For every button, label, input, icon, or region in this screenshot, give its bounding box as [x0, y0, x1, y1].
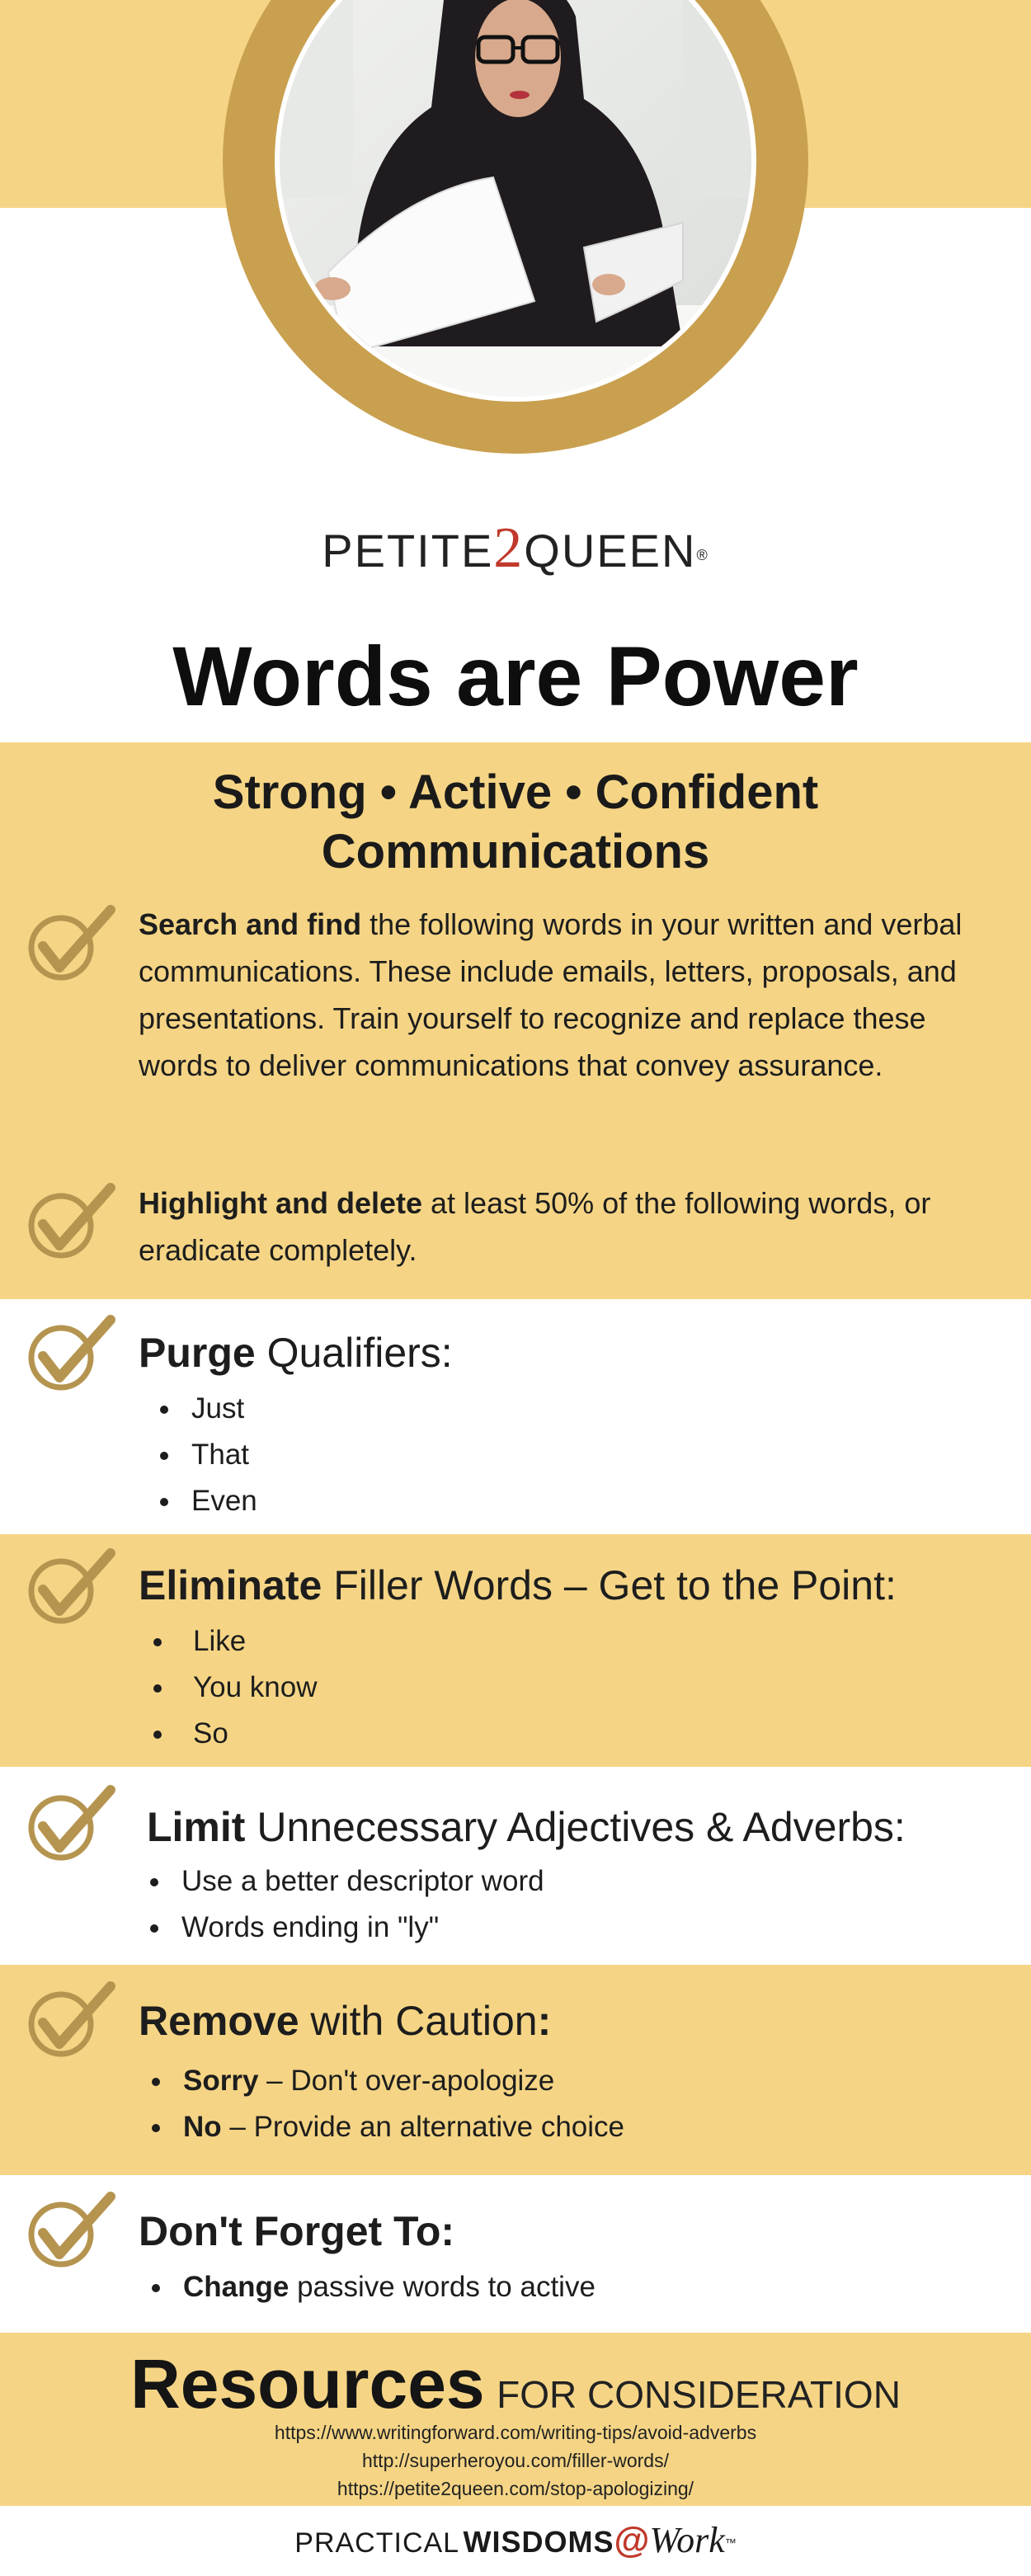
- checkmark-icon: [25, 1547, 117, 1629]
- resource-link[interactable]: http://superheroyou.com/filler-words/: [362, 2450, 669, 2471]
- remove-heading-rest: with Caution: [299, 1998, 538, 2044]
- list-item: Use a better descriptor word: [147, 1858, 544, 1905]
- resource-link[interactable]: https://petite2queen.com/stop-apologizing/: [337, 2478, 694, 2499]
- checkmark-icon: [25, 1181, 117, 1264]
- purge-list: [157, 1386, 257, 1524]
- remove-item-text: – Provide an alternative choice: [221, 2111, 624, 2143]
- intro-search-bold: Search and find: [139, 907, 362, 941]
- limit-heading: [147, 1802, 906, 1852]
- footer-wisdoms: WISDOMS: [463, 2525, 614, 2559]
- purge-heading-bold: Purge: [139, 1330, 256, 1376]
- limit-heading-rest: Unnecessary Adjectives & Adverbs:: [245, 1804, 906, 1850]
- remove-list: [148, 2058, 624, 2150]
- subtitle-line-2: Communications: [321, 825, 710, 878]
- list-item: You know: [150, 1665, 318, 1711]
- forget-item-bold: Change: [183, 2271, 290, 2303]
- intro-search-text: the following words in your written and verbal communications. These include emails, letters, proposals, and presentations. Train yourself to recognize and replace these words to deliver communications that convey assurance.: [139, 907, 963, 1082]
- remove-heading: [139, 1996, 551, 2046]
- checkmark-icon: [25, 1783, 117, 1866]
- list-item: Even: [157, 1478, 257, 1524]
- eliminate-heading-bold: Eliminate: [139, 1562, 322, 1608]
- footer-at: @: [614, 2520, 650, 2560]
- list-item: [148, 2104, 624, 2150]
- subtitle-line-1: Strong • Active • Confident: [212, 765, 819, 819]
- list-item: [148, 2058, 624, 2104]
- page-title: Words are Power: [172, 629, 859, 723]
- checkmark-icon: [25, 903, 117, 986]
- remove-item-bold: Sorry: [183, 2065, 259, 2097]
- checkmark-icon: [25, 2190, 117, 2272]
- purge-heading: [139, 1328, 453, 1377]
- logo-text-right: QUEEN: [524, 525, 697, 577]
- logo-digit: 2: [493, 516, 525, 580]
- remove-item-bold: No: [183, 2111, 222, 2143]
- logo-text-left: PETITE: [322, 525, 494, 577]
- list-item: That: [157, 1432, 257, 1478]
- footer-brand: [0, 2517, 1031, 2572]
- list-item: Like: [150, 1618, 318, 1665]
- intro-paragraph-highlight: [139, 1180, 996, 1274]
- limit-heading-bold: Limit: [147, 1804, 246, 1850]
- brand-logo: [0, 516, 1031, 584]
- limit-list: [147, 1858, 544, 1951]
- footer-work: Work: [649, 2520, 725, 2560]
- resource-link[interactable]: https://www.writingforward.com/writing-tips/avoid-adverbs: [274, 2422, 757, 2443]
- subtitle: [0, 763, 1031, 882]
- remove-item-text: – Don't over-apologize: [258, 2065, 555, 2097]
- list-item: So: [150, 1711, 318, 1757]
- intro-highlight-text: at least 50% of the following words, or eradicate completely.: [139, 1186, 931, 1267]
- forget-heading-bold: Don't Forget To:: [139, 2208, 455, 2254]
- eliminate-heading-rest: Filler Words – Get to the Point:: [322, 1562, 897, 1608]
- list-item: Words ending in "ly": [147, 1905, 544, 1951]
- resources-subtitle: FOR CONSIDERATION: [497, 2373, 901, 2416]
- eliminate-heading: [139, 1561, 897, 1610]
- intro-paragraph-search: [139, 901, 996, 1089]
- purge-heading-rest: Qualifiers:: [255, 1330, 453, 1376]
- footer-practical: PRACTICAL: [294, 2527, 460, 2559]
- remove-heading-bold: Remove: [139, 1998, 299, 2044]
- list-item: [148, 2264, 596, 2310]
- list-item: Just: [157, 1386, 257, 1432]
- resources-links: [0, 2418, 1031, 2503]
- forget-list: [148, 2264, 596, 2310]
- eliminate-list: [150, 1618, 318, 1757]
- forget-item-text: passive words to active: [289, 2271, 596, 2303]
- remove-heading-colon: :: [537, 1998, 552, 2044]
- forget-heading: [139, 2206, 454, 2256]
- footer-trademark: ™: [724, 2536, 737, 2550]
- logo-registered: ®: [696, 547, 709, 563]
- checkmark-icon: [25, 1980, 117, 2062]
- hero-photo: [221, 0, 810, 455]
- checkmark-icon: [25, 1313, 117, 1396]
- resources-title: Resources: [130, 2345, 485, 2423]
- intro-highlight-bold: Highlight and delete: [139, 1186, 423, 1220]
